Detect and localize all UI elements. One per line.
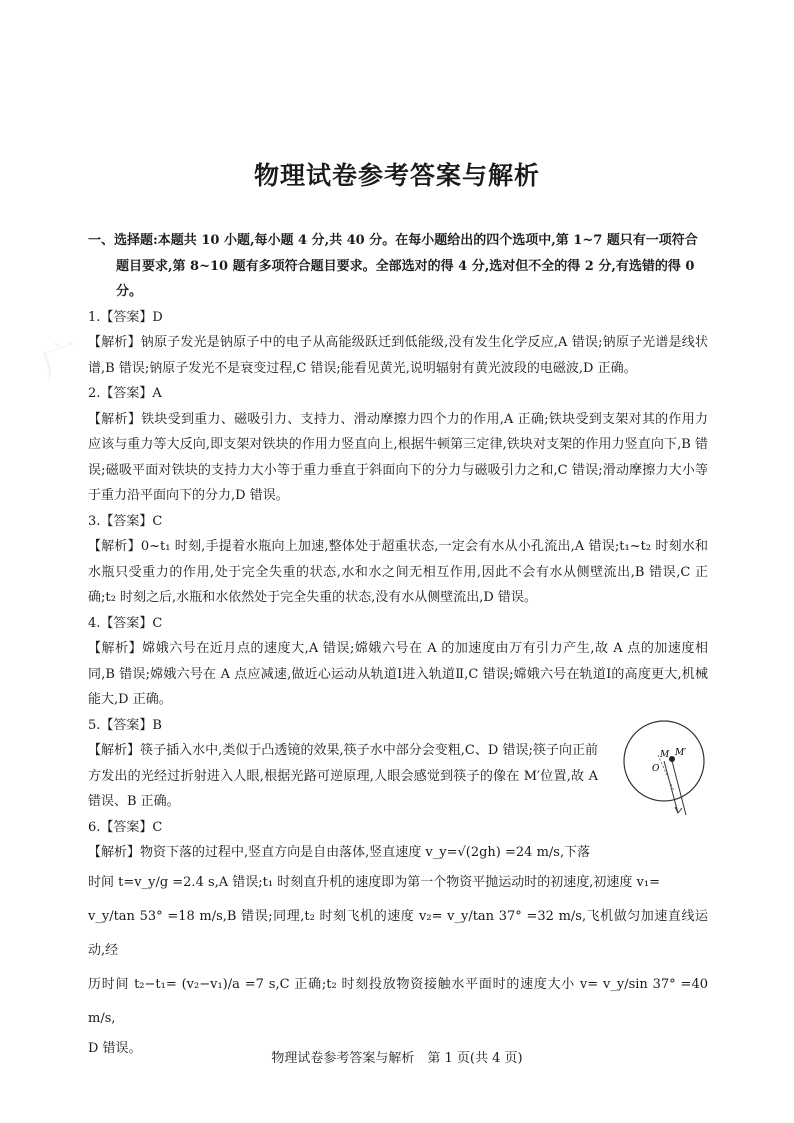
question-5 [88, 713, 708, 815]
explanation: 【解析】0~t₁ 时刻,手提着水瓶向上加速,整体处于超重状态,一定会有水从小孔流出,A 错误;t₁~t₂ 时刻水和水瓶只受重力的作用,处于完全失重的状态,水和水之间无相互作用,因此不会有水从侧壁流出,B 错误,C 正确;t₂ 时刻之后,水瓶和水依然处于完全失重的状态,没有水从侧壁流出,D 错误。 [88, 539, 708, 605]
answer-line: 1.【答案】D [88, 309, 163, 325]
question-6 [88, 815, 708, 1062]
question-1 [88, 305, 708, 382]
page-title: 物理试卷参考答案与解析 [253, 161, 540, 190]
explanation-line: 时间 t=v_y/g =2.4 s,A 错误;t₁ 时刻直升机的速度即为第一个物资平抛运动时的初速度,初速度 v₁= [88, 874, 660, 890]
section-1-intro: 一、选择题:本题共 10 小题,每小题 4 分,共 40 分。在每小题给出的四个选项中,第 1~7 题只有一项符合题目要求,第 8~10 题有多项符合题目要求。全部选对的得 4 分,选对但不全的得 2 分,有选错的得 0 分。 [88, 233, 698, 299]
label-o: O [652, 763, 660, 774]
explanation-line: D 错误。 [88, 1040, 142, 1056]
answer-line: 5.【答案】B [88, 717, 162, 733]
light-ray-2 [672, 761, 686, 815]
watermark-left [32, 325, 88, 392]
answer-content [88, 228, 708, 1061]
question-2 [88, 381, 708, 509]
answer-line: 4.【答案】C [88, 615, 163, 631]
answer-line: 3.【答案】C [88, 513, 163, 529]
explanation: 【解析】钠原子发光是钠原子中的电子从高能级跃迁到低能级,没有发生化学反应,A 错误;钠原子光谱是线状谱,B 错误;钠原子发光不是衰变过程,C 错误;能看见黄光,说明辐射有黄光波段的电磁波,D 正确。 [88, 335, 708, 376]
explanation-line: 历时间 t₂−t₁= (v₂−v₁)/a =7 s,C 正确;t₂ 时刻投放物资接触水平面时的速度大小 v= v_y/sin 37° =40 m/s, [88, 976, 708, 1026]
label-m: M [660, 749, 670, 760]
answer-line: 6.【答案】C [88, 819, 163, 835]
light-ray [664, 761, 678, 813]
label-m-prime: M′ [675, 747, 687, 758]
arrow-head-icon [675, 807, 682, 813]
explanation-line: 【解析】物资下落的过程中,竖直方向是自由落体,竖直速度 v_y=√(2gh) =24 m/s,下落 [88, 845, 591, 860]
explanation-line: v_y/tan 53° =18 m/s,B 错误;同理,t₂ 时刻飞机的速度 v₂= v_y/tan 37° =32 m/s,飞机做匀加速直线运动,经 [88, 908, 708, 958]
answer-line: 2.【答案】A [88, 386, 162, 401]
refraction-diagram [620, 715, 716, 823]
explanation: 【解析】筷子插入水中,类似于凸透镜的效果,筷子水中部分会变粗,C、D 错误;筷子向正前方发出的光经过折射进入人眼,根据光路可逆原理,人眼会感觉到筷子的像在 M′位置,故 A 错误、B 正确。 [88, 743, 598, 809]
page-footer: 物理试卷参考答案与解析 第 1 页(共 4 页) [271, 1051, 523, 1066]
explanation: 【解析】嫦娥六号在近月点的速度大,A 错误;嫦娥六号在 A 的加速度由万有引力产生,故 A 点的加速度相同,B 错误;嫦娥六号在 A 点应减速,做近心运动从轨道Ⅰ进入轨道Ⅱ,C 错误;嫦娥六号在轨道Ⅰ的高度更大,机械能大,D 正确。 [88, 641, 708, 707]
explanation: 【解析】铁块受到重力、磁吸引力、支持力、滑动摩擦力四个力的作用,A 正确;铁块受到支架对其的作用力应该与重力等大反向,即支架对铁块的作用力竖直向上,根据牛顿第三定律,铁块对支架的作用力竖直向下,B 错误;磁吸平面对铁块的支持力大小等于重力垂直于斜面向下的分力与磁吸引力之和,C 错误;滑动摩擦力大小等于重力沿平面向下的分力,D 错误。 [88, 411, 708, 503]
question-4 [88, 611, 708, 713]
question-3 [88, 509, 708, 611]
